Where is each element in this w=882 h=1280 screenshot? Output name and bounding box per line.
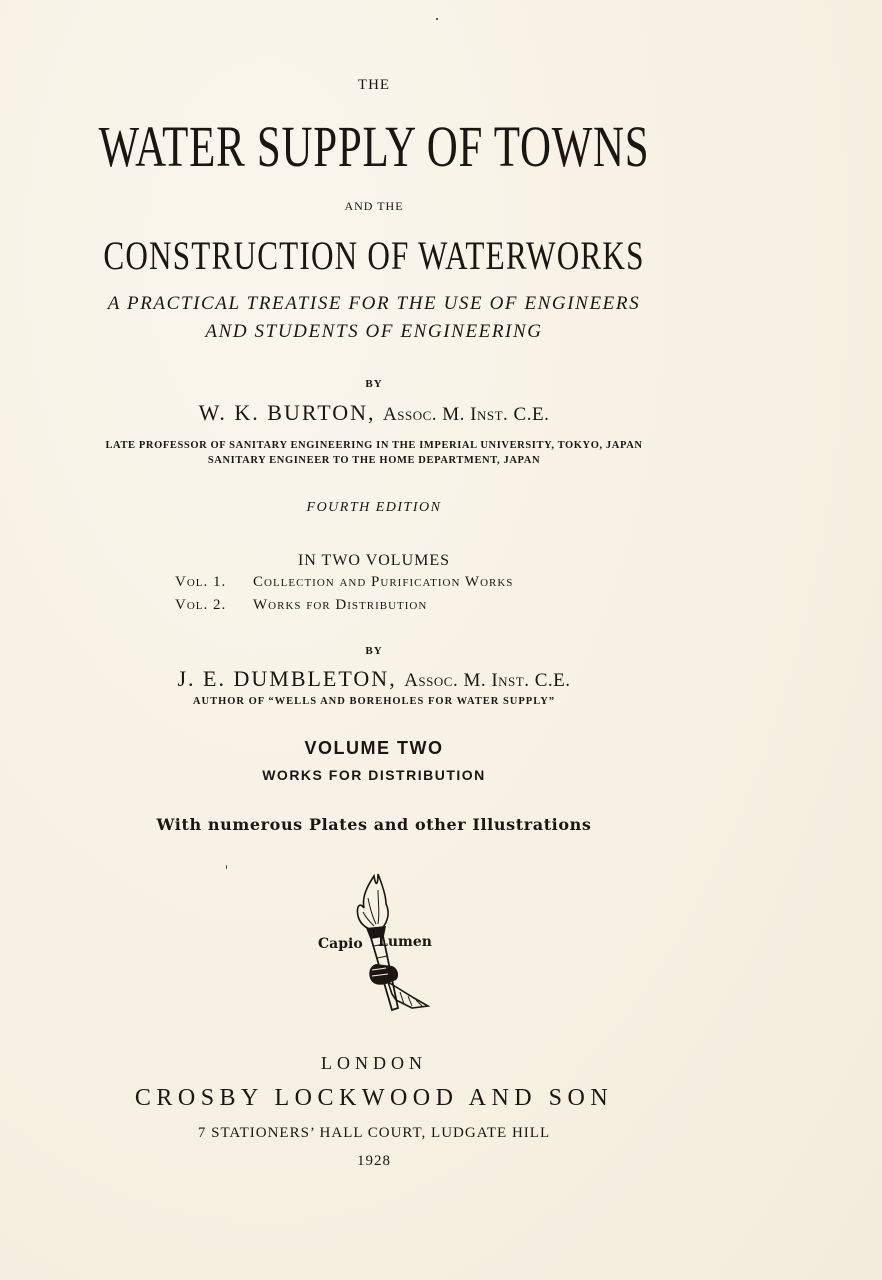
illustrations-note: With numerous Plates and other Illustrations xyxy=(156,815,592,834)
author-1 xyxy=(0,400,748,426)
volumes-heading: IN TWO VOLUMES xyxy=(297,552,451,569)
publisher-emblem xyxy=(316,868,446,1028)
sub-title: CONSTRUCTION OF WATERWORKS xyxy=(103,233,645,278)
volume-number: Vol. 1. xyxy=(175,574,227,590)
author-1-credentials: Assoc. M. Inst. C.E. xyxy=(383,404,550,425)
paper-speck xyxy=(436,18,438,20)
author-2 xyxy=(0,666,748,692)
title-prefix: THE xyxy=(357,77,391,93)
author-1-role-2: SANITARY ENGINEER TO THE HOME DEPARTMENT, JAPAN xyxy=(207,455,541,466)
edition: FOURTH EDITION xyxy=(306,500,442,515)
volume-item xyxy=(175,574,513,591)
title-connector: AND THE xyxy=(344,199,404,213)
description-line-2: AND STUDENTS OF ENGINEERING xyxy=(205,321,543,342)
imprint-year: 1928 xyxy=(357,1153,391,1169)
emblem-motto-right: Lumen xyxy=(378,934,432,950)
imprint-publisher: CROSBY LOCKWOOD AND SON xyxy=(134,1085,614,1111)
volume-number: Vol. 2. xyxy=(175,597,227,613)
volume-title: Collection and Purification Works xyxy=(253,574,514,590)
description-line-1: A PRACTICAL TREATISE FOR THE USE OF ENGINEERS xyxy=(107,293,641,314)
volume-item xyxy=(175,597,427,614)
author-2-note: AUTHOR OF “WELLS AND BOREHOLES FOR WATER SUPPLY” xyxy=(192,696,556,707)
volume-title: Works for Distribution xyxy=(253,597,428,613)
author-2-name: J. E. DUMBLETON, xyxy=(177,666,397,691)
volume-subtitle: WORKS FOR DISTRIBUTION xyxy=(262,767,486,783)
author-1-name: W. K. BURTON, xyxy=(198,400,376,425)
imprint-address: 7 STATIONERS’ HALL COURT, LUDGATE HILL xyxy=(197,1125,551,1141)
paper-speck xyxy=(226,865,227,869)
volume-label: VOLUME TWO xyxy=(304,738,444,758)
author-1-role-1: LATE PROFESSOR OF SANITARY ENGINEERING IN THE IMPERIAL UNIVERSITY, TOKYO, JAPAN xyxy=(105,440,643,451)
by-label-2: BY xyxy=(365,645,383,657)
by-label-1: BY xyxy=(365,378,383,390)
main-title: WATER SUPPLY OF TOWNS xyxy=(98,114,650,179)
author-2-credentials: Assoc. M. Inst. C.E. xyxy=(404,670,571,691)
imprint-city: LONDON xyxy=(321,1053,427,1073)
emblem-motto-left: Capio xyxy=(318,936,363,952)
